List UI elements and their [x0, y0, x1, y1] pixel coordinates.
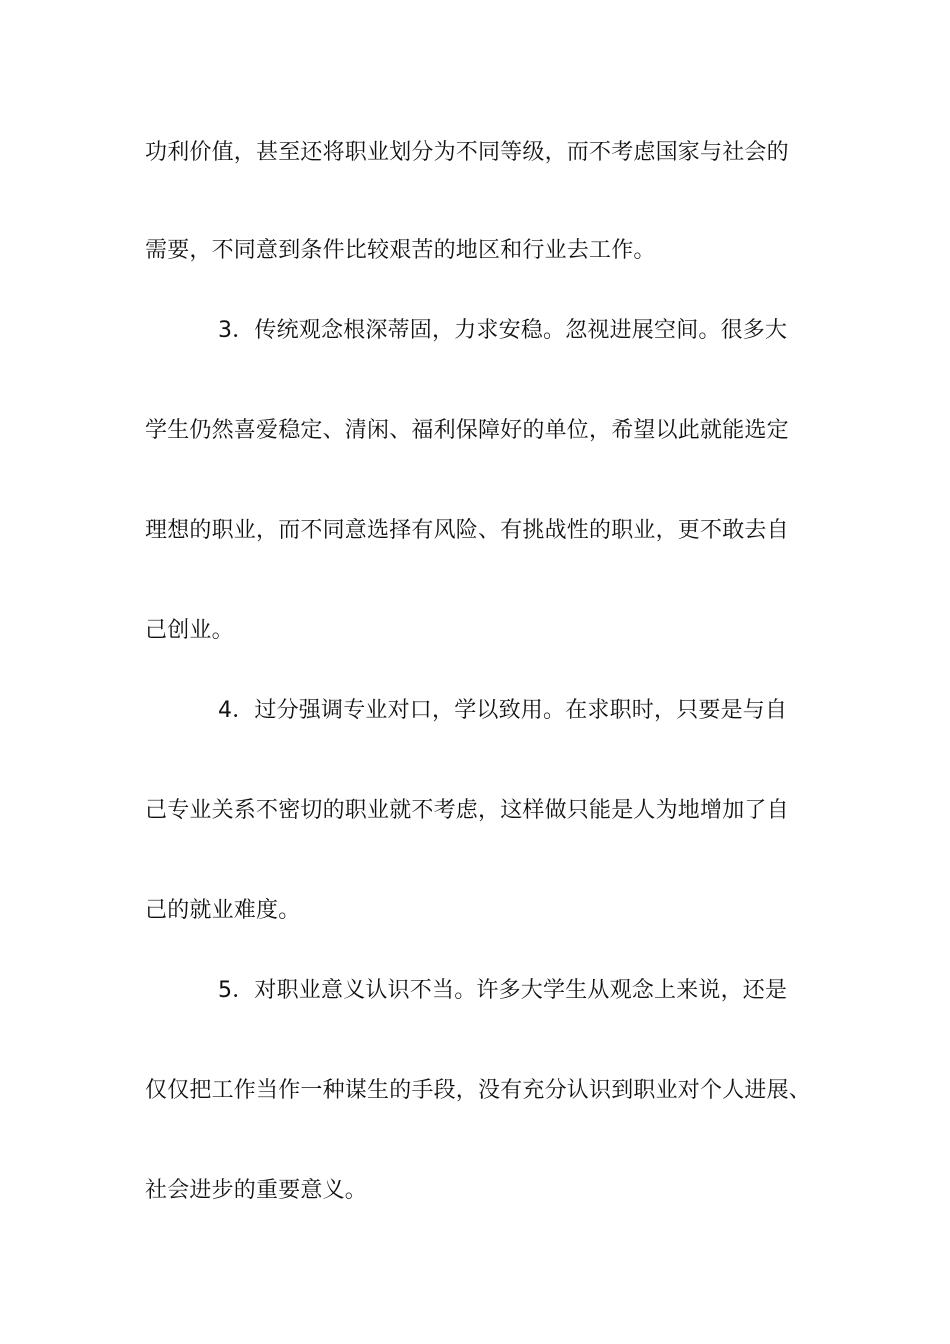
paragraph-line: 5．对职业意义认识不当。许多大学生从观念上来说，还是: [218, 978, 788, 1003]
paragraph-line: 社会进步的重要意义。: [145, 1178, 368, 1203]
paragraph-line: 理想的职业，而不同意选择有风险、有挑战性的职业，更不敢去自: [145, 518, 789, 543]
paragraph-line: 己的就业难度。: [145, 898, 301, 923]
paragraph-line: 3．传统观念根深蒂固，力求安稳。忽视进展空间。很多大: [218, 318, 788, 343]
paragraph-line: 需要，不同意到条件比较艰苦的地区和行业去工作。: [145, 238, 656, 263]
paragraph-line: 己专业关系不密切的职业就不考虑，这样做只能是人为地增加了自: [145, 798, 789, 823]
paragraph-line: 仅仅把工作当作一种谋生的手段，没有充分认识到职业对个人进展、: [145, 1078, 812, 1103]
paragraph-line: 学生仍然喜爱稳定、清闲、福利保障好的单位，希望以此就能选定: [145, 418, 789, 443]
paragraph-line: 己创业。: [145, 618, 234, 643]
paragraph-line: 功利价值，甚至还将职业划分为不同等级，而不考虑国家与社会的: [145, 140, 789, 165]
paragraph-line: 4．过分强调专业对口，学以致用。在求职时，只要是与自: [218, 698, 788, 723]
